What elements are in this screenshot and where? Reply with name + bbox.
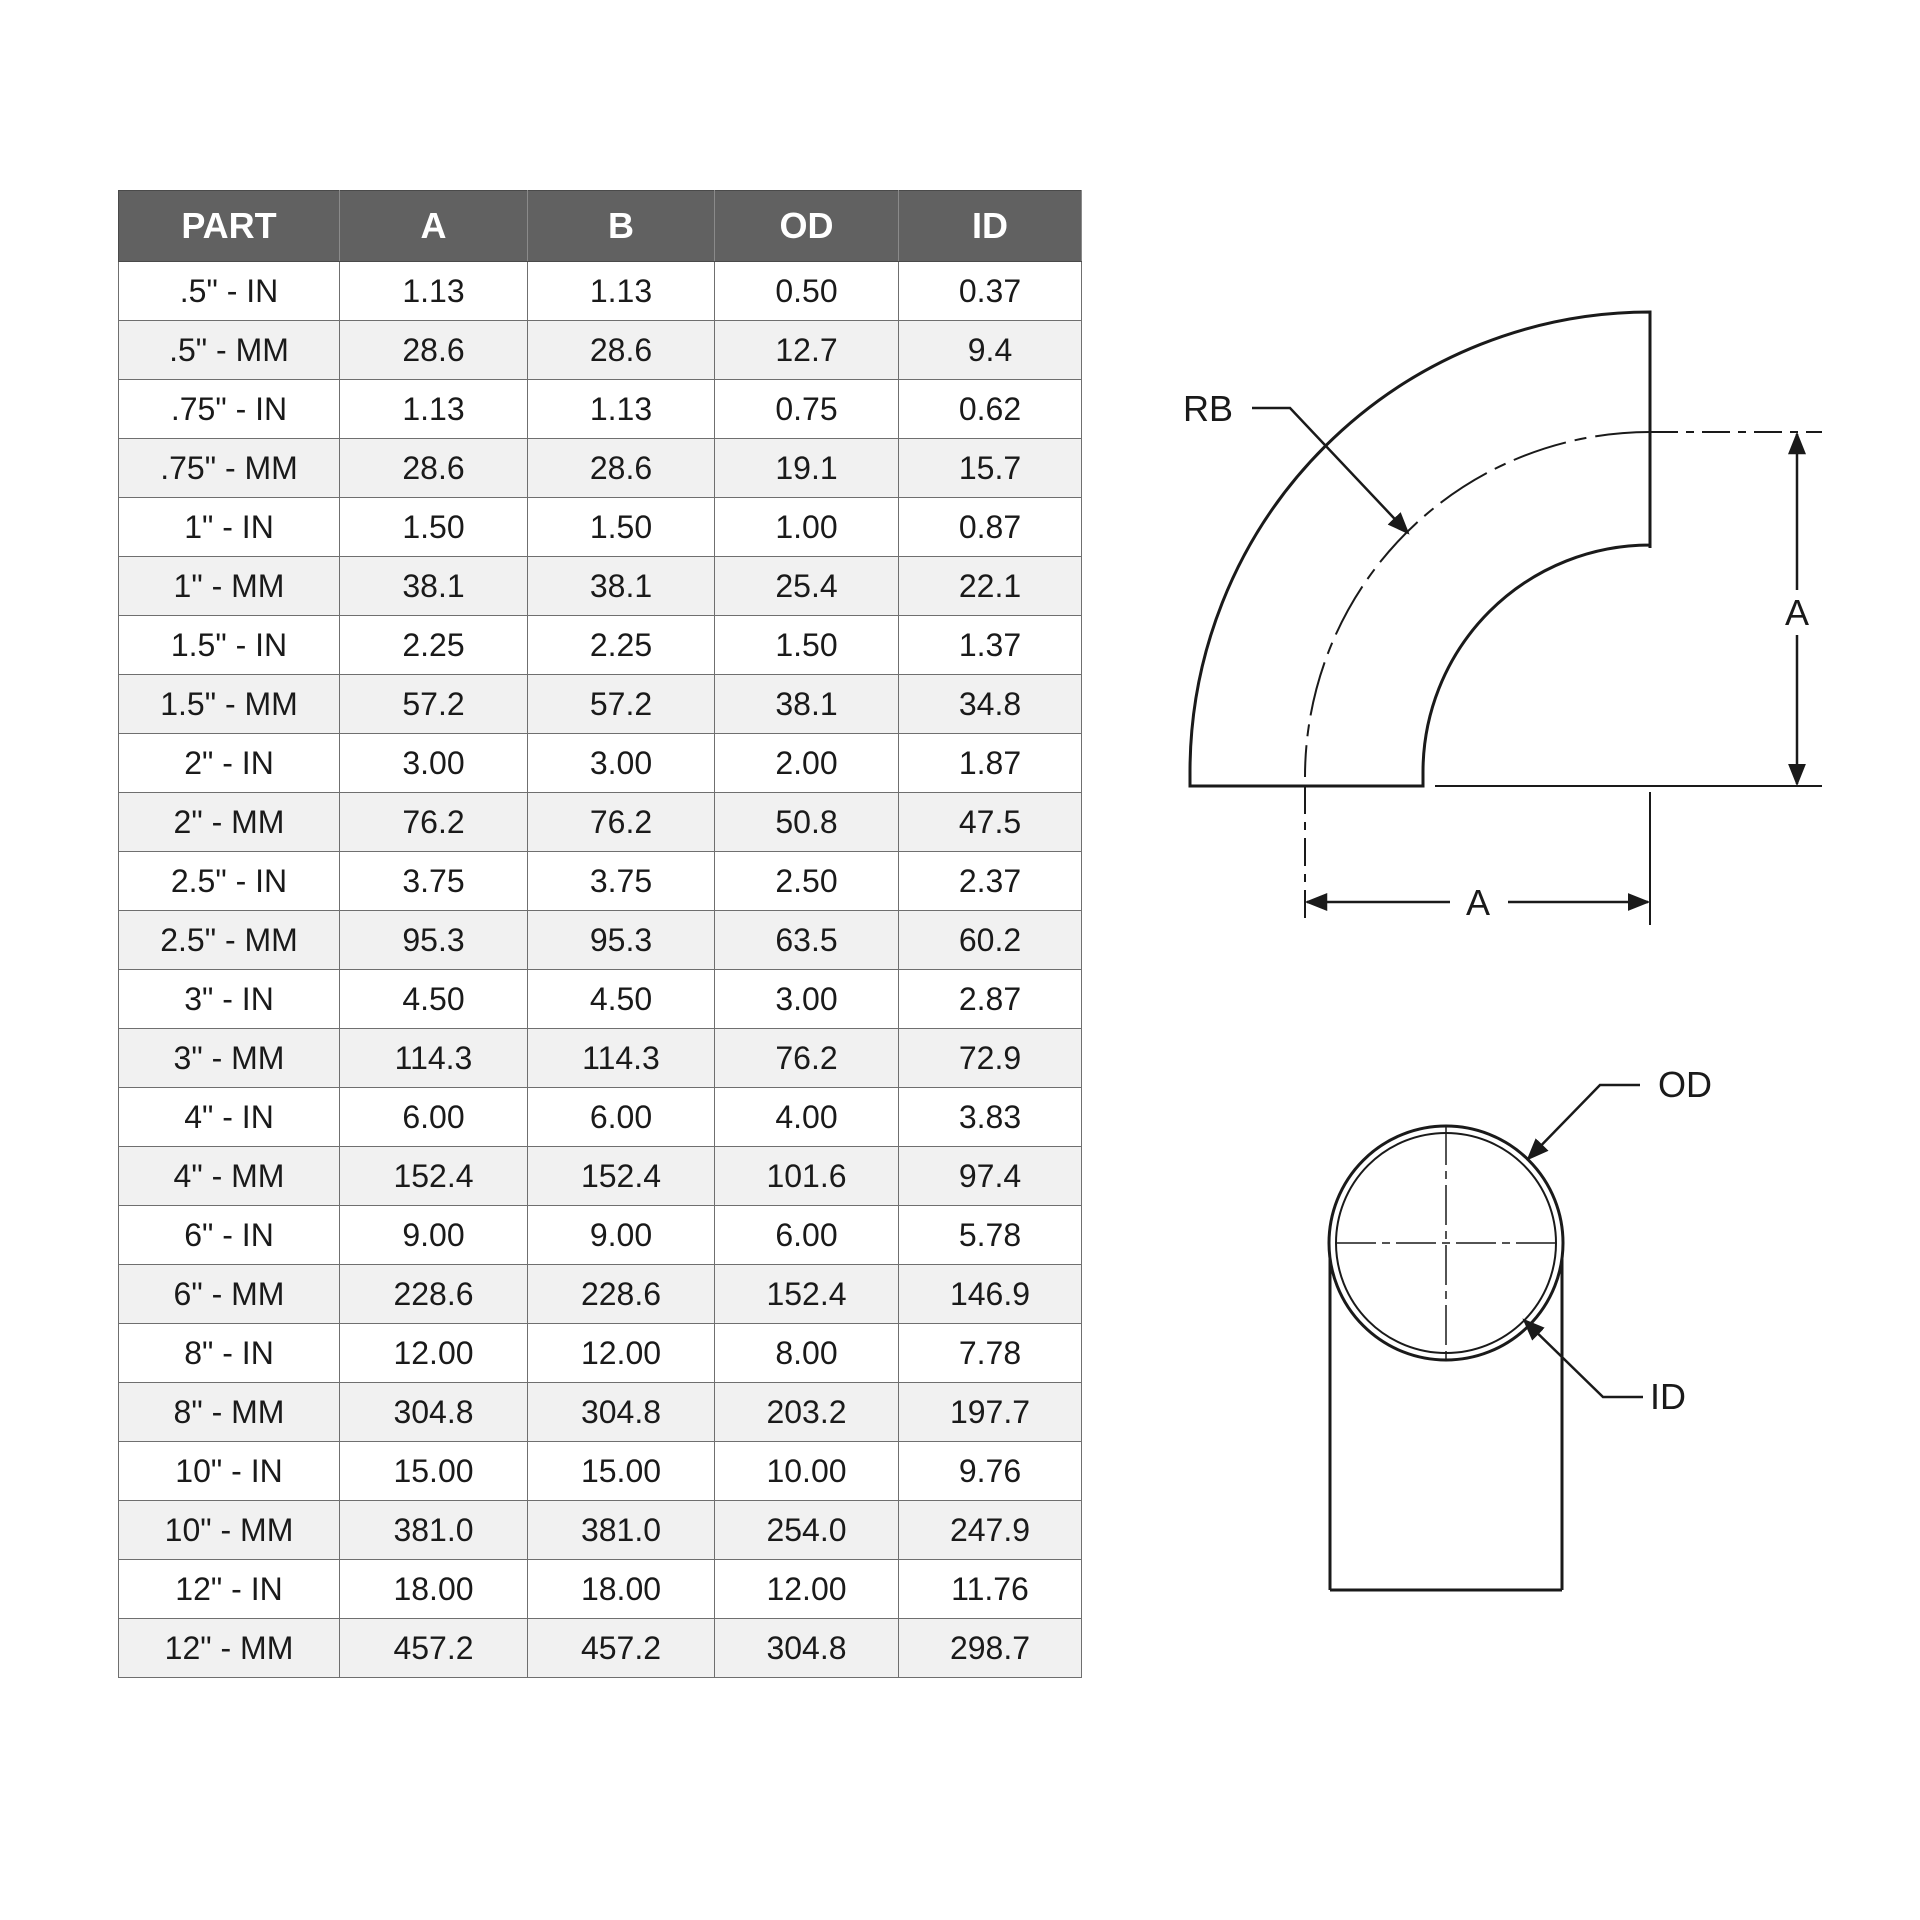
cell-part: 2" - IN [119,734,340,793]
cell-a: 228.6 [340,1265,528,1324]
cell-a: 114.3 [340,1029,528,1088]
cell-part: 4" - MM [119,1147,340,1206]
cell-part: .75" - MM [119,439,340,498]
inner-diameter-circle [1336,1133,1556,1353]
table-row [119,380,1082,439]
od-label: OD [1658,1064,1712,1105]
cell-a: 304.8 [340,1383,528,1442]
table-row [119,852,1082,911]
elbow-outer-contour [1190,312,1650,786]
cell-part: 12" - MM [119,1619,340,1678]
cell-b: 28.6 [528,321,715,380]
cell-od: 8.00 [715,1324,899,1383]
cell-od: 101.6 [715,1147,899,1206]
header-id: ID [899,191,1082,262]
cell-id: 0.62 [899,380,1082,439]
cell-b: 304.8 [528,1383,715,1442]
cell-a: 12.00 [340,1324,528,1383]
cell-b: 15.00 [528,1442,715,1501]
table-row [119,439,1082,498]
cell-part: 1" - MM [119,557,340,616]
table-row [119,675,1082,734]
cell-b: 3.75 [528,852,715,911]
cell-a: 3.75 [340,852,528,911]
cell-id: 34.8 [899,675,1082,734]
cell-id: 0.87 [899,498,1082,557]
cell-b: 6.00 [528,1088,715,1147]
cell-a: 1.13 [340,262,528,321]
cell-od: 4.00 [715,1088,899,1147]
header-b: B [528,191,715,262]
cell-b: 152.4 [528,1147,715,1206]
table-row [119,1442,1082,1501]
header-part: PART [119,191,340,262]
od-leader [1528,1085,1640,1159]
elbow-end-view [1329,1085,1643,1590]
table-header-row [119,191,1082,262]
table-row [119,1383,1082,1442]
cell-od: 203.2 [715,1383,899,1442]
cell-od: 0.50 [715,262,899,321]
cell-part: .75" - IN [119,380,340,439]
cell-id: 3.83 [899,1088,1082,1147]
cell-id: 11.76 [899,1560,1082,1619]
cell-id: 2.37 [899,852,1082,911]
cell-a: 38.1 [340,557,528,616]
cell-id: 22.1 [899,557,1082,616]
cell-b: 95.3 [528,911,715,970]
cell-part: 1.5" - MM [119,675,340,734]
cell-b: 18.00 [528,1560,715,1619]
cell-id: 1.87 [899,734,1082,793]
cell-od: 50.8 [715,793,899,852]
cell-b: 1.50 [528,498,715,557]
cell-id: 7.78 [899,1324,1082,1383]
rb-leader [1252,408,1408,533]
table-row [119,911,1082,970]
dimension-table [118,190,1082,1678]
cell-b: 381.0 [528,1501,715,1560]
cell-id: 9.4 [899,321,1082,380]
cell-b: 38.1 [528,557,715,616]
cell-part: 4" - IN [119,1088,340,1147]
cell-id: 298.7 [899,1619,1082,1678]
cell-od: 38.1 [715,675,899,734]
cell-a: 9.00 [340,1206,528,1265]
cell-id: 47.5 [899,793,1082,852]
cell-od: 304.8 [715,1619,899,1678]
table-row [119,1501,1082,1560]
cell-od: 2.00 [715,734,899,793]
cell-b: 12.00 [528,1324,715,1383]
id-leader [1524,1320,1643,1397]
table-row [119,1147,1082,1206]
cell-od: 152.4 [715,1265,899,1324]
table-row [119,616,1082,675]
elbow-centerline [1305,432,1650,777]
header-od: OD [715,191,899,262]
rb-label: RB [1183,388,1234,429]
cell-b: 57.2 [528,675,715,734]
cell-b: 1.13 [528,380,715,439]
a-horizontal-label: A [1466,882,1491,923]
cell-a: 1.13 [340,380,528,439]
cell-a: 1.50 [340,498,528,557]
cell-b: 76.2 [528,793,715,852]
table-body [119,262,1082,1678]
cell-part: 10" - MM [119,1501,340,1560]
cell-a: 6.00 [340,1088,528,1147]
table-row [119,1265,1082,1324]
cell-od: 12.7 [715,321,899,380]
cell-part: 2.5" - MM [119,911,340,970]
cell-id: 2.87 [899,970,1082,1029]
cell-id: 197.7 [899,1383,1082,1442]
cell-b: 114.3 [528,1029,715,1088]
cell-a: 76.2 [340,793,528,852]
table-row [119,734,1082,793]
table-row [119,1560,1082,1619]
cell-part: 2" - MM [119,793,340,852]
cell-id: 15.7 [899,439,1082,498]
cell-od: 1.50 [715,616,899,675]
cell-od: 63.5 [715,911,899,970]
cell-part: 8" - MM [119,1383,340,1442]
table-row [119,1088,1082,1147]
cell-part: 2.5" - IN [119,852,340,911]
table-row [119,557,1082,616]
cell-part: 1.5" - IN [119,616,340,675]
cell-b: 228.6 [528,1265,715,1324]
cell-part: 3" - MM [119,1029,340,1088]
header-a: A [340,191,528,262]
cell-a: 95.3 [340,911,528,970]
table-row [119,1324,1082,1383]
cell-id: 97.4 [899,1147,1082,1206]
cell-a: 15.00 [340,1442,528,1501]
cell-id: 0.37 [899,262,1082,321]
elbow-side-view [1190,312,1822,925]
cell-a: 457.2 [340,1619,528,1678]
cell-b: 2.25 [528,616,715,675]
cell-a: 57.2 [340,675,528,734]
cell-b: 457.2 [528,1619,715,1678]
cell-part: 1" - IN [119,498,340,557]
table-row [119,321,1082,380]
cell-a: 2.25 [340,616,528,675]
cell-part: 3" - IN [119,970,340,1029]
cell-part: 12" - IN [119,1560,340,1619]
cell-od: 12.00 [715,1560,899,1619]
cell-a: 152.4 [340,1147,528,1206]
cell-od: 2.50 [715,852,899,911]
cell-part: .5" - IN [119,262,340,321]
cell-id: 72.9 [899,1029,1082,1088]
cell-od: 25.4 [715,557,899,616]
table-row [119,1206,1082,1265]
cell-id: 146.9 [899,1265,1082,1324]
cell-part: 8" - IN [119,1324,340,1383]
outer-diameter-circle [1329,1126,1563,1360]
cell-a: 4.50 [340,970,528,1029]
cell-od: 0.75 [715,380,899,439]
cell-od: 1.00 [715,498,899,557]
cell-od: 19.1 [715,439,899,498]
cell-id: 9.76 [899,1442,1082,1501]
cell-part: 10" - IN [119,1442,340,1501]
a-vertical-label: A [1785,592,1810,633]
table-row [119,1029,1082,1088]
cell-a: 3.00 [340,734,528,793]
cell-part: 6" - IN [119,1206,340,1265]
cell-a: 28.6 [340,439,528,498]
cell-od: 3.00 [715,970,899,1029]
cell-od: 6.00 [715,1206,899,1265]
id-label: ID [1650,1376,1686,1417]
cell-od: 254.0 [715,1501,899,1560]
cell-b: 4.50 [528,970,715,1029]
cell-id: 60.2 [899,911,1082,970]
table-row [119,793,1082,852]
cell-a: 28.6 [340,321,528,380]
cell-b: 1.13 [528,262,715,321]
cell-id: 247.9 [899,1501,1082,1560]
cell-b: 28.6 [528,439,715,498]
cell-a: 381.0 [340,1501,528,1560]
cell-b: 3.00 [528,734,715,793]
table-row [119,1619,1082,1678]
cell-od: 76.2 [715,1029,899,1088]
cell-id: 1.37 [899,616,1082,675]
cell-part: 6" - MM [119,1265,340,1324]
table-row [119,970,1082,1029]
cell-b: 9.00 [528,1206,715,1265]
table-row [119,498,1082,557]
cell-id: 5.78 [899,1206,1082,1265]
table-row [119,262,1082,321]
cell-part: .5" - MM [119,321,340,380]
cell-a: 18.00 [340,1560,528,1619]
cell-od: 10.00 [715,1442,899,1501]
